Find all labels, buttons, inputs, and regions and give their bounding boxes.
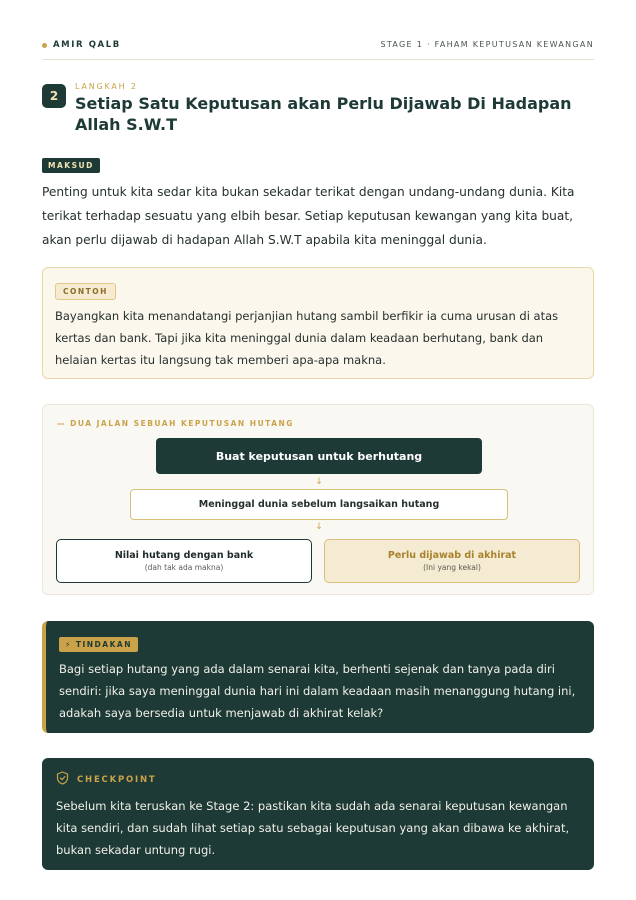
arrow-down-icon: ↓ (315, 477, 323, 487)
page-title: Setiap Satu Keputusan akan Perlu Dijawab Di Hadapan Allah S.W.T (75, 94, 572, 134)
maksud-tag: MAKSUD (42, 158, 100, 173)
brand-dot-icon (42, 43, 47, 48)
flow-node-bank-value (56, 539, 312, 583)
contoh-card (42, 267, 594, 379)
checkpoint-card (42, 758, 594, 870)
brand (42, 40, 121, 50)
step-heading (42, 82, 594, 135)
contoh-tag: CONTOH (55, 283, 116, 300)
bank-value-note: (dah tak ada makna) (144, 563, 224, 572)
brand-name: AMIR QALB (53, 40, 121, 50)
stage-label: STAGE 1 · FAHAM KEPUTUSAN KEWANGAN (380, 40, 594, 49)
decision-flow-diagram (42, 404, 594, 595)
flow-title: — DUA JALAN SEBUAH KEPUTUSAN HUTANG (57, 419, 294, 428)
checkpoint-title: CHECKPOINT (77, 774, 157, 785)
shield-check-icon (56, 770, 69, 789)
bank-value-label: Nilai hutang dengan bank (114, 550, 254, 561)
contoh-text: Bayangkan kita menandatangi perjanjian hutang sambil berfikir ia cuma urusan di atas kertas dan bank. Tapi jika kita meninggal dunia dalam keadaan berhutang, bank dan helaian kertas itu langsung tak memberi apa-apa makna. (55, 309, 559, 367)
arrow-down-icon: ↓ (315, 522, 323, 532)
page-header (42, 40, 594, 60)
checkpoint-text: Sebelum kita teruskan ke Stage 2: pastikan kita sudah ada senarai keputusan kewangan kita sendiri, dan sudah lihat setiap satu sebagai keputusan yang akan dibawa ke akhirat, bukan sekadar untung rugi. (56, 799, 570, 857)
akhirat-label: Perlu dijawab di akhirat (387, 550, 517, 561)
flow-node-decision: Buat keputusan untuk berhutang (156, 438, 482, 474)
tindakan-card (42, 621, 594, 733)
step-kicker: LANGKAH 2 (75, 82, 138, 91)
flow-node-death: Meninggal dunia sebelum langsaikan hutang (130, 489, 508, 520)
flow-node-akhirat (324, 539, 580, 583)
maksud-paragraph: Penting untuk kita sedar kita bukan sekadar terikat dengan undang-undang dunia. Kita terikat terhadap sesuatu yang elbih besar. Setiap keputusan kewangan yang kita buat, akan perlu dijawab di hadapan Allah S.W.T apabila kita meninggal dunia. (42, 185, 575, 247)
tindakan-tag: ⚡ TINDAKAN (59, 637, 138, 652)
akhirat-note: (Ini yang kekal) (423, 563, 481, 572)
step-number-badge: 2 (42, 84, 66, 108)
checkpoint-header (56, 770, 580, 789)
tindakan-text: Bagi setiap hutang yang ada dalam senarai kita, berhenti sejenak dan tanya pada diri sendiri: jika saya meninggal dunia hari ini dalam keadaan masih menanggung hutang ini, adakah saya bersedia untuk menjawab di akhirat kelak? (59, 662, 576, 720)
